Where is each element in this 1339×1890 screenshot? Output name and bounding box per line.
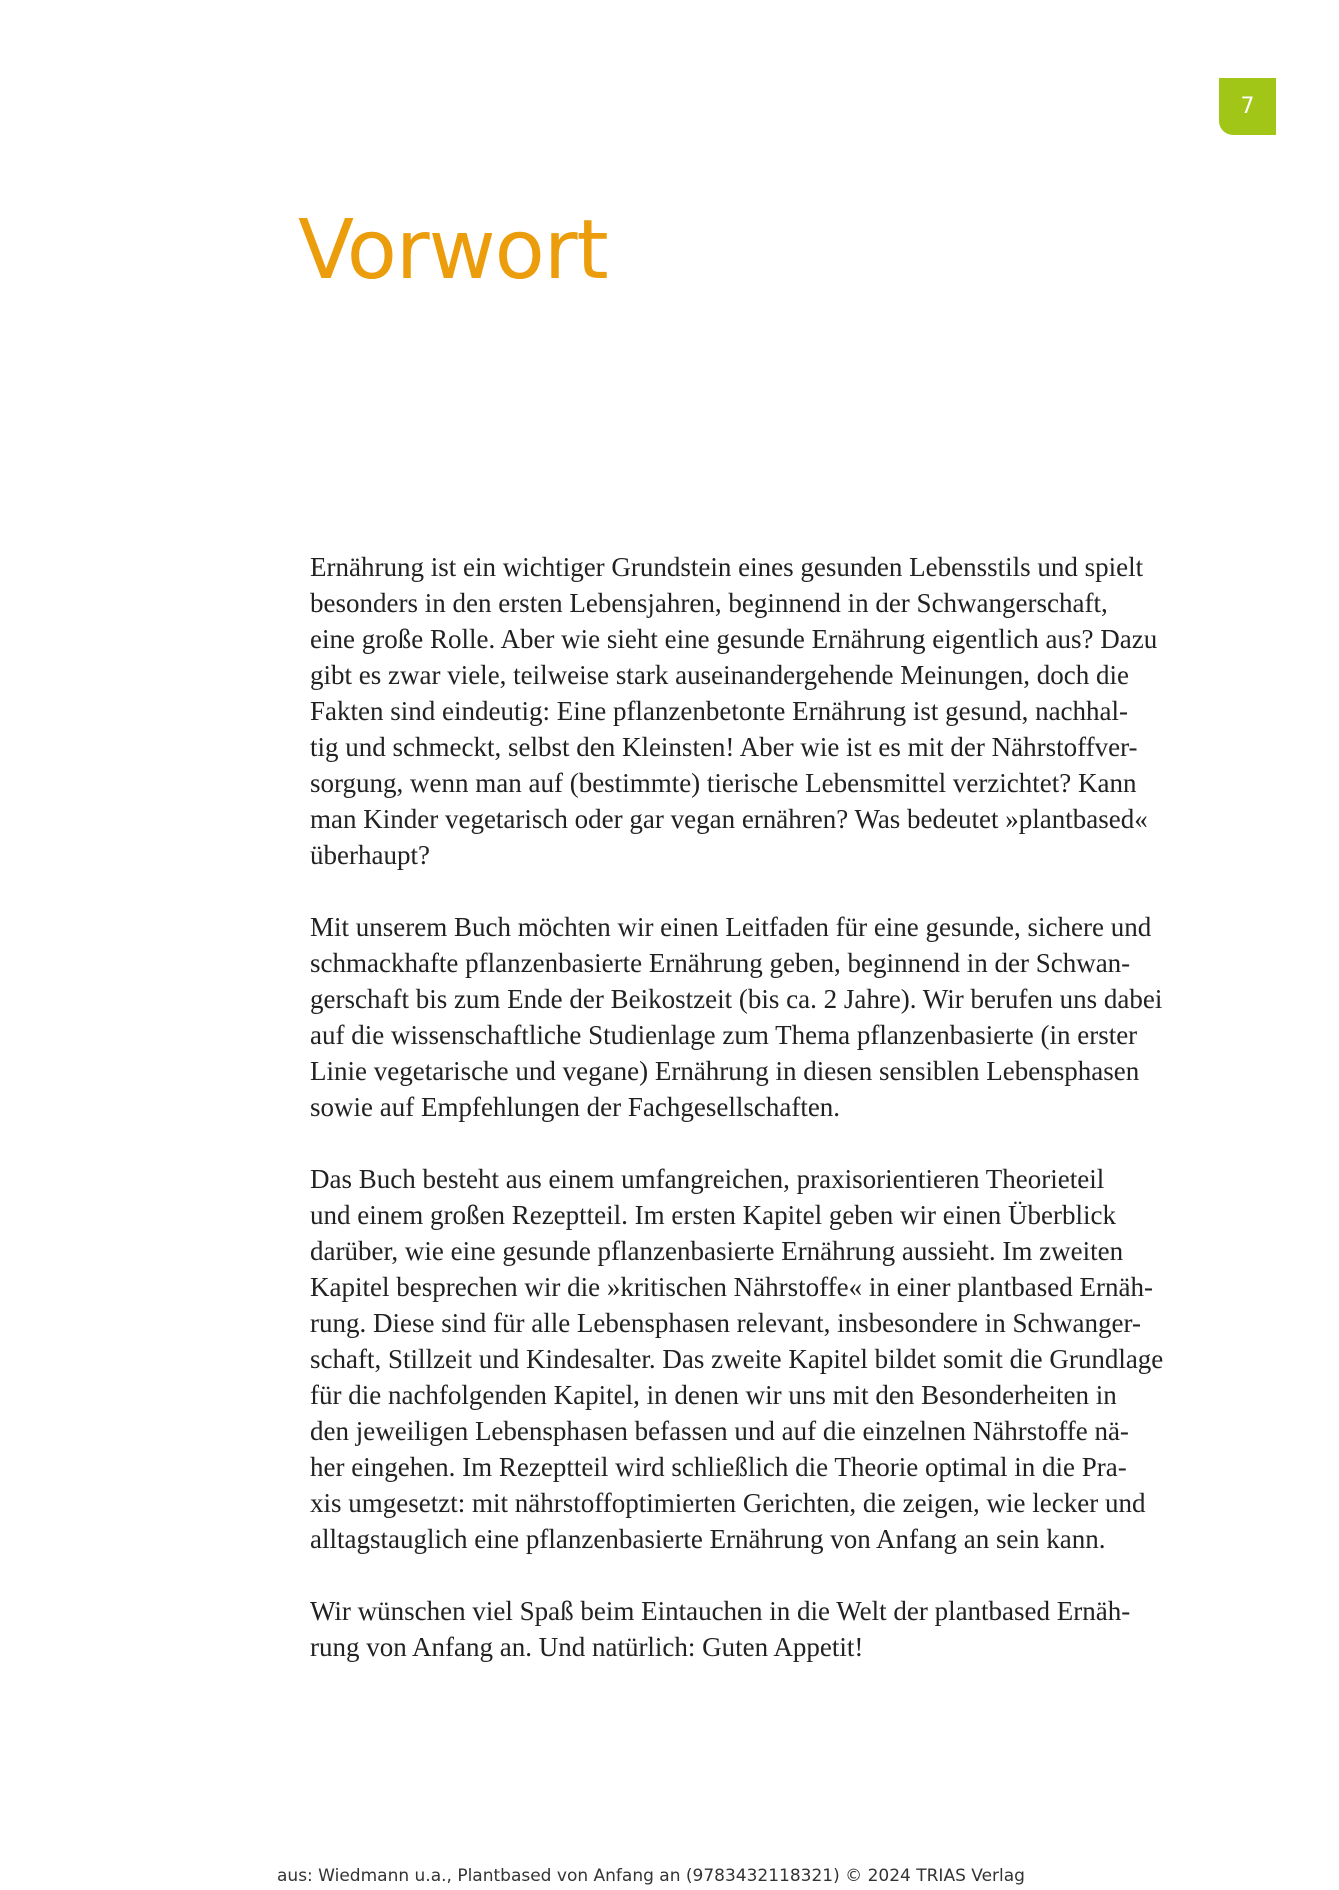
text-line: Linie vegetarische und vegane) Ernährung in diesen sensiblen Lebensphasen (310, 1056, 1140, 1086)
text-line: besonders in den ersten Lebensjahren, beginnend in der Schwangerschaft, (310, 588, 1108, 618)
page-number: 7 (1240, 94, 1255, 119)
text-line: Wir wünschen viel Spaß beim Eintauchen in die Welt der plantbased Ernäh- (310, 1596, 1131, 1626)
text-line: her eingehen. Im Rezeptteil wird schließlich die Theorie optimal in die Pra- (310, 1452, 1127, 1482)
text-line: xis umgesetzt: mit nährstoffoptimierten Gerichten, die zeigen, wie lecker und (310, 1488, 1146, 1518)
text-line: schaft, Stillzeit und Kindesalter. Das zweite Kapitel bildet somit die Grundlage (310, 1344, 1164, 1374)
paragraph-intro (310, 549, 1200, 873)
text-line: und einem großen Rezeptteil. Im ersten Kapitel geben wir einen Überblick (310, 1200, 1116, 1230)
text-line: gerschaft bis zum Ende der Beikostzeit (bis ca. 2 Jahre). Wir berufen uns dabei (310, 984, 1163, 1014)
text-line: rung von Anfang an. Und natürlich: Guten Appetit! (310, 1632, 864, 1662)
text-line: Fakten sind eindeutig: Eine pflanzenbetonte Ernährung ist gesund, nachhal- (310, 696, 1129, 726)
paragraph-guide (310, 909, 1200, 1125)
text-line: sorgung, wenn man auf (bestimmte) tierische Lebensmittel verzichtet? Kann (310, 768, 1137, 798)
text-line: eine große Rolle. Aber wie sieht eine gesunde Ernährung eigentlich aus? Dazu (310, 624, 1158, 654)
text-line: Das Buch besteht aus einem umfangreichen, praxisorientieren Theorieteil (310, 1164, 1105, 1194)
text-line: alltagstauglich eine pflanzenbasierte Ernährung von Anfang an sein kann. (310, 1524, 1106, 1554)
page-title: Vorwort (298, 203, 608, 298)
paragraph-closing (310, 1593, 1200, 1665)
text-line: darüber, wie eine gesunde pflanzenbasierte Ernährung aussieht. Im zweiten (310, 1236, 1124, 1266)
text-line: überhaupt? (310, 840, 430, 870)
text-line: gibt es zwar viele, teilweise stark auseinandergehende Meinungen, doch die (310, 660, 1129, 690)
footer-credit: aus: Wiedmann u.a., Plantbased von Anfang an (9783432118321) © 2024 TRIAS Verlag (277, 1866, 1025, 1886)
text-line: Mit unserem Buch möchten wir einen Leitfaden für eine gesunde, sichere und (310, 912, 1152, 942)
text-line: für die nachfolgenden Kapitel, in denen wir uns mit den Besonderheiten in (310, 1380, 1117, 1410)
text-line: sowie auf Empfehlungen der Fachgesellschaften. (310, 1092, 841, 1122)
text-line: schmackhafte pflanzenbasierte Ernährung geben, beginnend in der Schwan- (310, 948, 1131, 978)
paragraph-structure (310, 1161, 1200, 1557)
body-text (310, 549, 1200, 1701)
text-line: rung. Diese sind für alle Lebensphasen relevant, insbesondere in Schwanger- (310, 1308, 1141, 1338)
text-line: Kapitel besprechen wir die »kritischen Nährstoffe« in einer plantbased Ernäh- (310, 1272, 1153, 1302)
page-number-tab (1219, 78, 1276, 135)
text-line: tig und schmeckt, selbst den Kleinsten! Aber wie ist es mit der Nährstoffver- (310, 732, 1138, 762)
text-line: den jeweiligen Lebensphasen befassen und auf die einzelnen Nährstoffe nä- (310, 1416, 1129, 1446)
text-line: Ernährung ist ein wichtiger Grundstein eines gesunden Lebensstils und spielt (310, 552, 1144, 582)
text-line: man Kinder vegetarisch oder gar vegan ernähren? Was bedeutet »plantbased« (310, 804, 1148, 834)
text-line: auf die wissenschaftliche Studienlage zum Thema pflanzenbasierte (in erster (310, 1020, 1138, 1050)
